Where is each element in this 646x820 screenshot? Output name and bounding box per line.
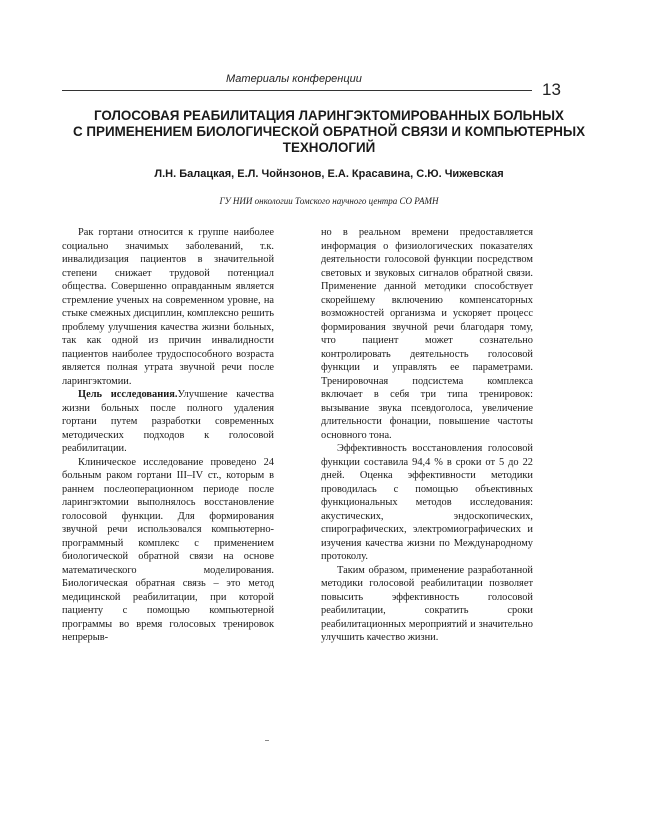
title-line-1: ГОЛОСОВАЯ РЕАБИЛИТАЦИЯ ЛАРИНГЭКТОМИРОВАННЫХ БОЛЬНЫХ (94, 108, 564, 123)
footer-mark (265, 740, 269, 741)
right-paragraph-2: Эффективность восстановления голосовой функции составила 94,4 % в сроки от 5 до 22 дней. Оценка эффективности методики проводилась с помощью объективных функциональных методов исследования: акустических, эндоскопических, спирографических, электромиографических и изучения качества жизни по Международному протоколу. (321, 443, 533, 562)
right-paragraph-3: Таким образом, применение разработанной методики голосовой реабилитации позволяет повысить эффективность голосовой реабилитации, сократить сроки реабилитационных мероприятий и значительно улучшить качество жизни. (321, 564, 533, 643)
goal-text: Улучшение качества жизни больных после полного удаления гортани путем разработки современных методических подходов к голосовой реабилитации. (62, 389, 274, 454)
page-number: 13 (542, 80, 561, 99)
right-paragraph-1: но в реальном времени предоставляется информация о физиологических показателях деятельности голосовой функции посредством световых и звуковых сигналов обратной связи. Применение данной методики способствует скорейшему включению компенсаторных возможностей организма и ускоряет процесс формирования звучной речи благодаря тому, что пациент может сознательно контролировать деятельность голосовой функции и управлять ее параметрами. Тренировочная подсистема комплекса включает в себя три типа тренировок: вызывание звука псевдоголоса, увеличение длительности фонации, повышение частоты основного тона. (321, 227, 533, 441)
affiliation: ГУ НИИ онкологии Томского научного центра СО РАМН (219, 196, 439, 206)
title-line-2: С ПРИМЕНЕНИЕМ БИОЛОГИЧЕСКОЙ ОБРАТНОЙ СВЯЗИ И КОМПЬЮТЕРНЫХ (73, 124, 585, 139)
header-rule (62, 90, 532, 91)
left-paragraph-2 (62, 388, 274, 456)
left-paragraph-3: Клиническое исследование проведено 24 больным раком гортани III–IV ст., которым в раннем послеоперационном периоде после ларингэктомии выполнялось восстановление голосовой функции. Для формирования звучной речи использовался компьютерно-программный комплекс с применением биологической обратной связи на основе математического моделирования. Биологическая обратная связь – это метод медицинской реабилитации, при которой пациенту с помощью компьютерной программы во время голосовых тренировок непрерыв- (62, 456, 274, 643)
authors: Л.Н. Балацкая, Е.Л. Чойнзонов, Е.А. Красавина, С.Ю. Чижевская (154, 168, 504, 180)
article-title (60, 108, 598, 156)
goal-run-in-heading: Цель исследования. (78, 389, 178, 400)
left-paragraph-1: Рак гортани относится к группе наиболее социально значимых заболеваний, т.к. инвалидизация пациентов в значительной степени снижает трудовой потенциал общества. Совершенно оправданным является стремление ученых на современном уровне, на стыке смежных дисциплин, комплексно решить проблему улучшения качества жизни больных, так как одной из причин инвалидности пациентов наиболее трудоспособного возраста является полная утрата звучной речи после ларингэктомии. (62, 227, 274, 387)
right-column (321, 226, 533, 645)
title-line-3: ТЕХНОЛОГИЙ (282, 140, 376, 155)
running-head: Материалы конференции (226, 73, 362, 85)
left-column (62, 226, 274, 645)
